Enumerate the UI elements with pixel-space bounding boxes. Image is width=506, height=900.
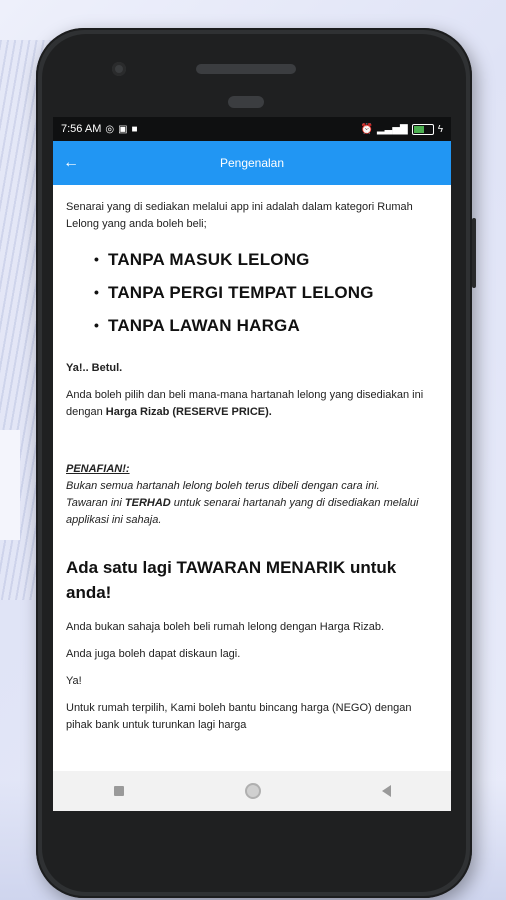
speaker-grille [196, 64, 296, 74]
earpiece [228, 96, 264, 108]
message-icon: ■ [131, 123, 138, 135]
offer-paragraph-2: Anda juga boleh dapat diskaun lagi. [66, 648, 241, 660]
charging-icon: ϟ [437, 123, 443, 135]
disclaimer-title: PENAFIAN!: [66, 463, 130, 475]
notification-icon: ▣ [118, 123, 128, 135]
home-icon[interactable] [245, 783, 261, 799]
recent-apps-icon[interactable] [114, 786, 124, 796]
battery-icon [412, 124, 434, 135]
front-camera-icon [112, 62, 126, 76]
feature-item: • TANPA LAWAN HARGA [94, 309, 437, 342]
disclaimer-line-1: Bukan semua hartanah lelong boleh terus dibeli dengan cara ini. [66, 480, 380, 492]
signal-icon: ▂▃▅▇ [376, 123, 408, 135]
offer-paragraph-1: Anda bukan sahaja boleh beli rumah lelong dengan Harga Rizab. [66, 621, 385, 633]
status-bar-left [61, 123, 138, 135]
nav-back-icon[interactable] [382, 785, 391, 797]
offer-heading: Ada satu lagi TAWARAN MENARIK untuk anda! [66, 558, 397, 602]
ya-betul-text: Ya!.. Betul. [66, 362, 123, 374]
whatsapp-icon: ◎ [105, 123, 115, 135]
harga-rizab-text: Harga Rizab (RESERVE PRICE). [105, 406, 272, 418]
alarm-icon: ⏰ [360, 123, 373, 135]
disclaimer-block [66, 461, 437, 529]
disclaimer-line-2b: untuk senarai hartanah yang di disediakan melalui applikasi ini sahaja. [66, 497, 419, 526]
offer-paragraph-4: Untuk rumah terpilih, Kami boleh bantu bincang harga (NEGO) dengan pihak bank untuk turunkan lagi harga [66, 702, 412, 731]
feature-item: • TANPA MASUK LELONG [94, 243, 437, 276]
pilih-text: Anda boleh pilih dan beli mana-mana hartanah lelong yang disediakan ini dengan [66, 389, 424, 418]
offer-paragraph-3: Ya! [66, 675, 82, 687]
status-time: 7:56 AM [61, 123, 102, 135]
feature-item: • TANPA PERGI TEMPAT LELONG [94, 276, 437, 309]
side-button [472, 218, 476, 288]
app-bar [53, 141, 451, 185]
back-arrow-icon: ← [63, 154, 79, 171]
pilih-paragraph [66, 387, 437, 421]
status-bar-right [360, 124, 443, 135]
disclaimer-line-2a: Tawaran ini [66, 497, 125, 509]
terhad-text: TERHAD [124, 497, 171, 509]
background-blur-panel [0, 430, 20, 540]
system-nav-bar [53, 771, 451, 811]
intro-paragraph: Senarai yang di sediakan melalui app ini adalah dalam kategori Rumah Lelong yang anda boleh beli; [66, 201, 413, 230]
content-scroll-area[interactable] [53, 185, 451, 771]
phone-screen [53, 117, 451, 811]
back-button[interactable] [53, 141, 89, 185]
page-title: Pengenalan [219, 156, 285, 170]
status-bar [53, 117, 451, 141]
feature-list [66, 243, 437, 342]
